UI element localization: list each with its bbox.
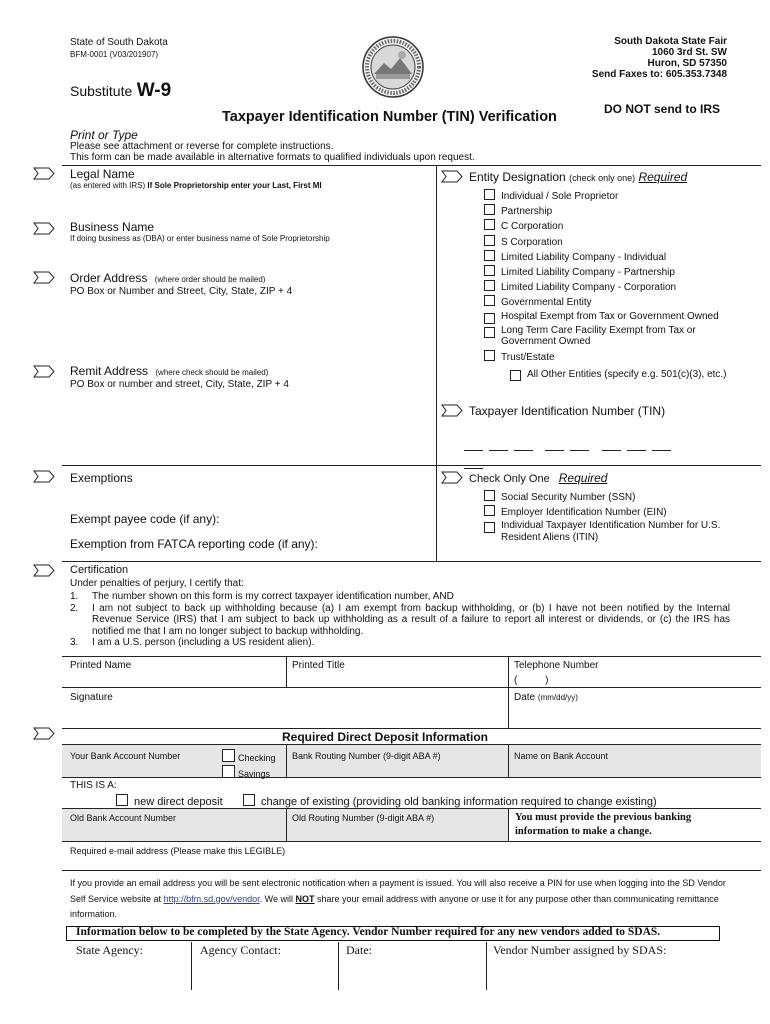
- address-line-2: Huron, SD 57350: [647, 58, 727, 69]
- tin-label: Taxpayer Identification Number (TIN): [469, 404, 666, 418]
- divider: [62, 687, 761, 688]
- option-label: Trust/Estate: [501, 351, 555, 363]
- checking-option[interactable]: [222, 749, 276, 765]
- order-address-note: (where order should be mailed): [154, 275, 266, 284]
- name-on-account-label: Name on Bank Account: [514, 751, 609, 761]
- date-label: [514, 692, 578, 703]
- telephone-label: Telephone Number: [514, 660, 599, 671]
- bank-account-label: Your Bank Account Number: [70, 751, 181, 761]
- check-one-required: Required: [558, 471, 608, 485]
- do-not-send-notice: DO NOT send to IRS: [604, 102, 721, 116]
- option-label: Limited Liability Company - Corporation: [501, 282, 677, 294]
- column-divider: [286, 808, 287, 841]
- notice-text-2: . We will: [259, 893, 293, 904]
- certification-item-text: I am a U.S. person (including a US resident alien).: [92, 637, 315, 648]
- entity-option[interactable]: [484, 295, 737, 310]
- checkbox[interactable]: [484, 204, 495, 215]
- checkbox[interactable]: [484, 327, 495, 338]
- entity-option[interactable]: [484, 311, 737, 325]
- certification-intro: Under penalties of perjury, I certify that:: [70, 578, 244, 589]
- checkbox[interactable]: [484, 490, 495, 501]
- option-label: Employer Identification Number (EIN): [501, 507, 667, 518]
- entity-option[interactable]: [484, 235, 737, 250]
- substitute-label: Substitute: [70, 83, 133, 99]
- legal-name-instruction: If Sole Proprietorship enter your Last, First MI: [147, 181, 322, 190]
- state-box-title: Information below to be completed by the State Agency. Vendor Number required for any new vendors added to SDAS.: [76, 926, 661, 938]
- entity-option[interactable]: [484, 204, 737, 219]
- org-name: South Dakota State Fair: [614, 36, 727, 47]
- section-arrow-icon: [33, 271, 55, 284]
- checking-label: Checking: [238, 753, 276, 763]
- column-divider: [436, 165, 437, 561]
- divider: [508, 808, 761, 809]
- column-divider: [338, 942, 339, 990]
- checkbox[interactable]: [222, 749, 235, 762]
- state-date-label: Date:: [346, 943, 372, 957]
- checkbox[interactable]: [484, 265, 495, 276]
- checkbox[interactable]: [484, 189, 495, 200]
- email-label: Required e-mail address (Please make this LEGIBLE): [70, 846, 286, 856]
- tin-type-option[interactable]: [484, 505, 733, 520]
- divider: [62, 728, 761, 729]
- option-label: S Corporation: [501, 236, 563, 248]
- deposit-title: Required Direct Deposit Information: [281, 730, 489, 744]
- signature-label: Signature: [70, 692, 113, 703]
- checkbox[interactable]: [484, 505, 495, 516]
- business-name-note: If doing business as (DBA) or enter business name of Sole Proprietorship: [70, 234, 330, 243]
- entity-note: (check only one): [569, 173, 636, 183]
- savings-label: Savings: [238, 769, 271, 779]
- new-deposit-option[interactable]: [116, 794, 223, 808]
- entity-option[interactable]: [484, 350, 737, 365]
- page-title: Taxpayer Identification Number (TIN) Verification: [222, 109, 557, 125]
- option-label: Individual Taxpayer Identification Number for U.S. Resident Aliens (ITIN): [501, 520, 721, 543]
- remit-address-note: (where check should be mailed): [155, 368, 269, 377]
- entity-option[interactable]: [484, 189, 737, 204]
- certification-item-text: I am not subject to back up withholding because (a) I am exempt from backup withholding, or (b) I have not been notified by the Internal Revenue Service (IRS) that I am subject to back up withholding as a result of a failure to report all interest or dividends, or (c) the IRS has notified me that I am no longer subject to backup withholding.: [92, 602, 730, 637]
- section-arrow-icon: [441, 170, 463, 183]
- entity-title: Entity Designation: [469, 170, 566, 184]
- column-divider: [508, 656, 509, 728]
- divider: [62, 165, 761, 166]
- option-label: Long Term Care Facility Exempt from Tax or Government Owned: [501, 324, 696, 347]
- form-id: BFM-0001 (V03/201907): [70, 50, 159, 59]
- signature-field[interactable]: [66, 704, 502, 726]
- tin-input[interactable]: [464, 438, 684, 474]
- certification-item: 1. The number shown on this form is my correct taxpayer identification number, AND: [70, 591, 454, 602]
- certification-title: Certification: [70, 564, 129, 576]
- old-routing-label: Old Routing Number (9-digit ABA #): [292, 813, 435, 823]
- legal-name-field[interactable]: [70, 194, 430, 214]
- vendor-portal-link[interactable]: http://bfm.sd.gov/vendor: [163, 893, 260, 904]
- section-arrow-icon: [33, 167, 55, 180]
- checkbox[interactable]: [484, 219, 495, 230]
- telephone-field[interactable]: ( ): [514, 675, 549, 686]
- remit-address-title: Remit Address: [70, 364, 149, 378]
- option-label: C Corporation: [501, 221, 564, 233]
- section-arrow-icon: [441, 471, 463, 484]
- printed-name-field[interactable]: [66, 672, 282, 686]
- option-label: Limited Liability Company - Individual: [501, 251, 667, 263]
- tin-type-options: [484, 490, 733, 544]
- business-name-field[interactable]: [70, 246, 430, 266]
- legal-name-note-text: (as entered with IRS): [70, 181, 146, 190]
- entity-options: [484, 189, 737, 363]
- change-existing-label: change of existing (providing old banking information required to change existing): [261, 796, 657, 808]
- routing-label: Bank Routing Number (9-digit ABA #): [292, 751, 441, 761]
- w9-label: W-9: [136, 80, 172, 101]
- divider: [62, 870, 761, 871]
- notice-not: NOT: [295, 893, 315, 904]
- remit-address-field[interactable]: [70, 393, 430, 459]
- entity-option[interactable]: [484, 250, 737, 265]
- certification-item-text: The number shown on this form is my correct taxpayer identification number, AND: [92, 591, 454, 602]
- entity-option[interactable]: [484, 325, 737, 350]
- option-label: Limited Liability Company - Partnership: [501, 267, 675, 279]
- certification-item: 3. I am a U.S. person (including a US resident alien).: [70, 637, 315, 648]
- state-agency-label: State Agency:: [76, 943, 143, 957]
- date-field[interactable]: [512, 704, 756, 726]
- checkbox[interactable]: [116, 794, 128, 806]
- divider: [62, 561, 761, 562]
- savings-option[interactable]: [222, 765, 276, 781]
- exempt-payee-label: Exempt payee code (if any):: [70, 512, 220, 526]
- change-existing-option[interactable]: [243, 794, 657, 808]
- entity-option[interactable]: [484, 280, 737, 295]
- certification-item: 2. I am not subject to back up withholding because (a) I am exempt from backup withholding, or (b) I have not been notified by the Internal Revenue Service (IRS) that I am subject to back up withholding as a result of a failure to report all interest or dividends, or (c) the IRS has notified me that I am no longer subject to backup withholding.: [70, 602, 730, 637]
- option-label: Hospital Exempt from Tax or Government Owned: [501, 310, 719, 322]
- checkbox[interactable]: [484, 250, 495, 261]
- order-address-sub: PO Box or Number and Street, City, State, ZIP + 4: [70, 286, 293, 297]
- email-field[interactable]: [66, 857, 756, 869]
- section-arrow-icon: [441, 404, 463, 417]
- column-divider: [486, 942, 487, 990]
- check-only-one-label: [469, 471, 607, 485]
- order-address-label: [70, 271, 265, 285]
- order-address-field[interactable]: [70, 300, 430, 358]
- checkbox[interactable]: [484, 522, 495, 533]
- print-or-type: Print or Type: [70, 128, 138, 142]
- divider: [62, 777, 761, 778]
- deposit-row-1: [62, 744, 761, 778]
- checkbox[interactable]: [484, 295, 495, 306]
- entity-required: Required: [638, 170, 688, 184]
- notice-text-3: share your email address with anyone or use it for any purpose other than communicating remittance information.: [70, 893, 719, 919]
- checkbox[interactable]: [484, 235, 495, 246]
- state-seal-icon: [362, 36, 424, 98]
- option-label: Governmental Entity: [501, 297, 592, 309]
- option-label: Partnership: [501, 206, 553, 218]
- section-arrow-icon: [33, 470, 55, 483]
- checkbox[interactable]: [484, 350, 495, 361]
- fax-line: Send Faxes to: 605.353.7348: [591, 69, 727, 80]
- printed-title-field[interactable]: [290, 672, 504, 686]
- section-arrow-icon: [33, 365, 55, 378]
- printed-name-label: Printed Name: [70, 660, 132, 671]
- fatca-label: Exemption from FATCA reporting code (if any):: [70, 537, 318, 551]
- entity-designation-label: [469, 170, 687, 184]
- legal-name-label: Legal Name: [70, 167, 135, 181]
- notice-text-1: If you provide an email address you will be sent electronic notification when a payment is issued. You will also receive a PIN for use when logging into the SD Vendor Self Service website at: [70, 878, 726, 904]
- option-label: Individual / Sole Proprietor: [501, 191, 619, 202]
- certification-list: [70, 591, 730, 649]
- intro-line-1: Please see attachment or reverse for complete instructions.: [70, 141, 334, 152]
- remit-address-label: [70, 364, 268, 378]
- vendor-number-label: Vendor Number assigned by SDAS:: [493, 943, 667, 957]
- section-arrow-icon: [33, 222, 55, 235]
- check-one-title: Check Only One: [469, 473, 550, 485]
- column-divider: [508, 808, 509, 841]
- column-divider: [286, 656, 287, 687]
- section-arrow-icon: [33, 564, 55, 577]
- business-name-label: Business Name: [70, 220, 155, 234]
- tin-type-option[interactable]: [484, 490, 733, 505]
- exemptions-label: Exemptions: [70, 471, 133, 485]
- option-label: Social Security Number (SSN): [501, 492, 636, 503]
- tin-type-option[interactable]: [484, 520, 733, 544]
- divider: [62, 656, 761, 657]
- must-provide-note: You must provide the previous banking information to make a change.: [515, 812, 692, 837]
- printed-title-label: Printed Title: [292, 660, 345, 671]
- state-name: State of South Dakota: [70, 37, 168, 48]
- intro-line-2: This form can be made available in alternative formats to qualified individuals upon request.: [70, 152, 475, 163]
- option-label: All Other Entities (specify e.g. 501(c)(3), etc.): [527, 369, 727, 380]
- column-divider: [286, 744, 287, 778]
- divider: [62, 841, 761, 842]
- this-is-a-label: THIS IS A:: [70, 780, 117, 791]
- entity-option[interactable]: [484, 219, 737, 234]
- column-divider: [508, 744, 509, 778]
- date-title: Date: [514, 692, 536, 703]
- form-name: [70, 80, 171, 102]
- checkbox[interactable]: [484, 280, 495, 291]
- order-address-title: Order Address: [70, 271, 148, 285]
- checkbox[interactable]: [484, 313, 495, 324]
- entity-option[interactable]: [484, 265, 737, 280]
- new-deposit-label: new direct deposit: [134, 796, 223, 808]
- fair-address-block: [592, 36, 727, 80]
- agency-contact-label: Agency Contact:: [200, 943, 281, 957]
- old-account-label: Old Bank Account Number: [70, 813, 177, 823]
- column-divider: [191, 942, 192, 990]
- email-notice: [70, 876, 726, 923]
- date-format: (mm/dd/yy): [537, 693, 578, 702]
- checkbox[interactable]: [243, 794, 255, 806]
- legal-name-note: [70, 181, 322, 190]
- address-line-1: 1060 3rd St. SW: [651, 47, 727, 58]
- checkbox[interactable]: [510, 370, 521, 381]
- remit-address-sub: PO Box or number and street, City, State, ZIP + 4: [70, 379, 289, 390]
